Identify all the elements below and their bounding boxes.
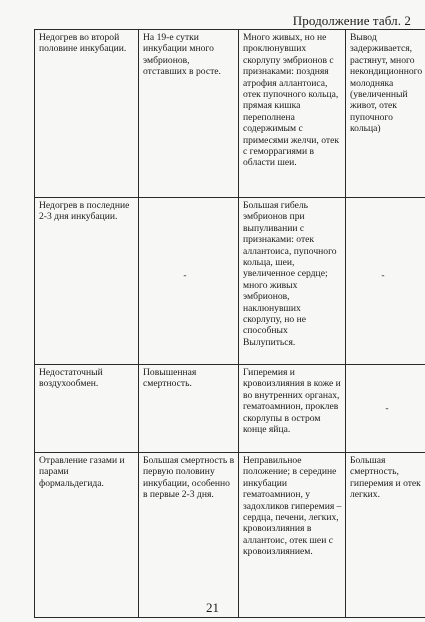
cell-col4 [346,198,425,365]
cell-col4 [346,365,425,453]
cell-col3: Большая гибель эмбрионов при выпуливании с признаками: отек аллантоиса, пупочного кольца, шеи, увеличенное сердце; много живых эмбрионов, наклюнувших скорлупу, но не способных Вылупиться. [239,198,346,365]
table-row [35,198,425,365]
table-row [35,453,425,618]
cell-cause: Недостаточный воздухообмен. [35,365,139,453]
table-row [35,30,425,198]
cell-col2: Большая смертность в первую половину инкубации, особенно в первые 2-3 дня. [139,453,239,618]
table-caption: Продолжение табл. 2 [292,13,411,28]
cell-col3: Неправильное положение; в середине инкубации гематоамнион, у задохликов гиперемия – сердца, печени, легких, кровоизлияния в аллантоис, отек шеи с кровоизлиянием. [239,453,346,618]
cell-col3: Много живых, но не проклюнувших скорлупу эмбрионов с признаками: поздняя атрофия аллантоиса, отек пупочного кольца, прямая кишка переполнена содержимым с примесями желчи, отек с геморрагиями в области шеи. [239,30,346,198]
dash-mark: - [183,270,187,281]
cell-cause: Недогрев в последние 2-3 дня инкубации. [35,198,139,365]
cell-cause: Недогрев во второй половине инкубации. [35,30,139,198]
cell-col4: Большая смертность, гиперемия и отек легких. [346,453,425,618]
table-row [35,365,425,453]
dash-mark: - [381,270,385,281]
cell-col3: Гиперемия и кровоизлияния в коже и во внутренних органах, гематоамнион, проклев скорлупы в остром конце яйца. [239,365,346,453]
cell-col2: Повышенная смертность. [139,365,239,453]
cell-col2: На 19-е сутки инкубации много эмбрионов, отставших в росте. [139,30,239,198]
cell-col2 [139,198,239,365]
cell-cause: Отравление газами и парами формальдегида. [35,453,139,618]
cell-col4: Вывод задерживается, растянут, много некондиционного молодняка (увеличенный живот, отек пупочного кольца) [346,30,425,198]
incubation-table [34,29,425,618]
dash-mark: - [385,403,389,414]
page-number: 21 [206,600,219,615]
